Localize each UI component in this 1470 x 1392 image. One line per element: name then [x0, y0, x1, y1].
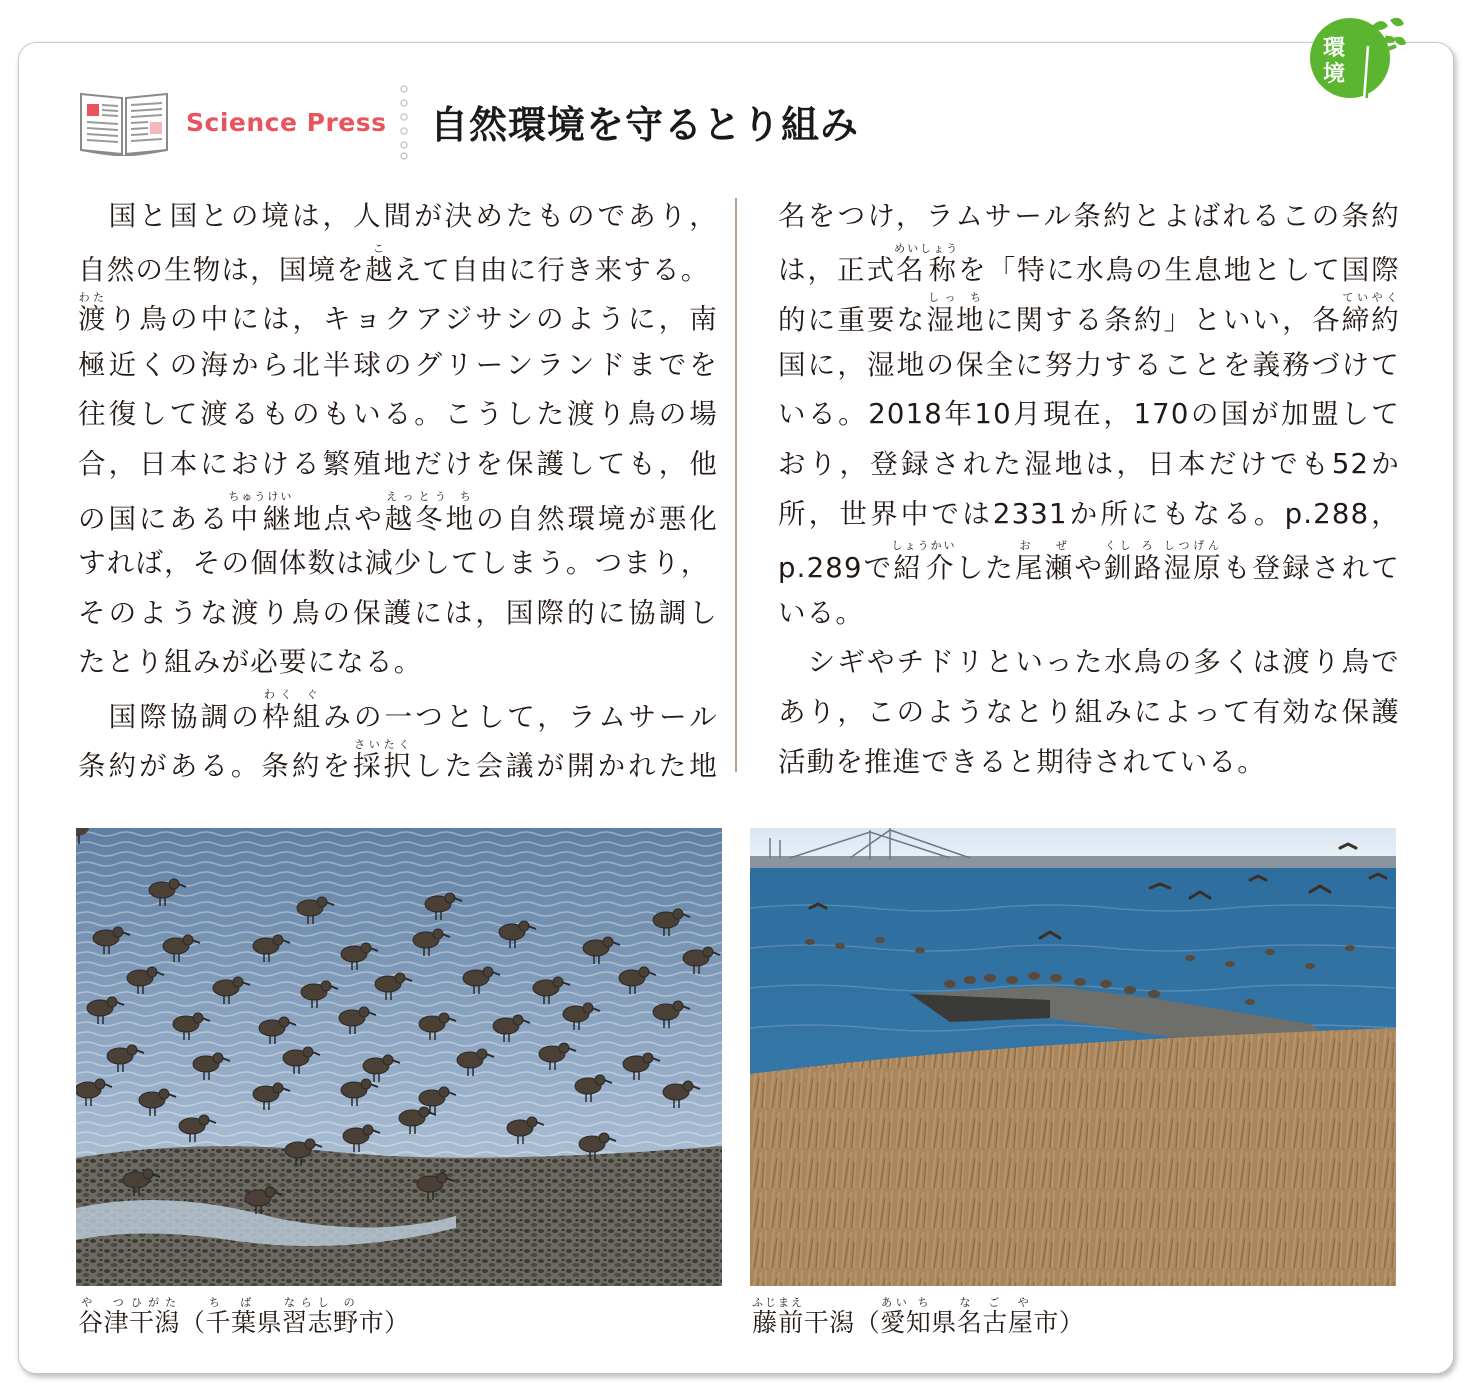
photo-yatsu-tidal-flat [76, 828, 722, 1286]
text-line: 的に重要な湿地しっ ちに関する条約」といい，各締約ていやく [778, 291, 1400, 337]
dotted-separator [398, 84, 410, 160]
photo-fujimae-tidal-flat [750, 828, 1396, 1286]
text-line: p.289で紹介しょうかいした尾瀬お ぜや釧路湿原くし ろ しつげんも登録されて [778, 539, 1400, 585]
text-line: おり，登録された湿地は，日本だけでも52か [778, 447, 1400, 480]
text-line: 極近くの海から北半球のグリーンランドまでを [78, 348, 718, 381]
brand-label: Science Press [186, 108, 387, 137]
article-column-left [78, 192, 718, 787]
text-line: あり，このようなとり組みによって有効な保護 [778, 695, 1400, 728]
badge-char: 環 [1322, 36, 1345, 61]
text-line: すれば，その個体数は減少してしまう。つまり， [78, 547, 710, 580]
text-line: 渡わたり鳥の中には，キョクアジサシのように，南 [78, 291, 718, 336]
wetland-photo [750, 828, 1396, 1286]
text-line: は，正式名称めいしょうを「特に水鳥の生息地として国際 [778, 241, 1400, 286]
text-line: いる。2018年10月現在，170の国が加盟して [778, 398, 1400, 431]
text-line: たとり組みが必要になる。 [78, 646, 423, 679]
page-title: 自然環境を守るとり組み [430, 103, 860, 147]
photo-caption-right: 藤前ふじまえ干潟（愛知あい ち県名古屋な ご や市） [752, 1296, 1085, 1337]
column-divider [735, 198, 737, 772]
text-line: 所，世界中では2331か所にもなる。p.288， [778, 497, 1400, 530]
text-line: 国に，湿地の保全に努力することを義務づけて [778, 348, 1400, 381]
text-line: 自然の生物は，国境を越こえて自由に行き来する。 [78, 241, 710, 286]
badge-char: 境 [1322, 62, 1345, 87]
photo-caption-left: 谷津や つ干潟ひがた（千葉ち ば県習志野ならし の市） [78, 1296, 410, 1337]
article-column-right [778, 192, 1400, 787]
text-line: 国際協調の枠組わく ぐみの一つとして，ラムサール [78, 687, 718, 733]
text-line: の国にある中継ちゅうけい地点や越冬地えっとう ちの自然環境が悪化 [78, 489, 718, 535]
text-line: シギやチドリといった水鳥の多くは渡り鳥で [778, 646, 1400, 679]
text-line: 名をつけ，ラムサール条約とよばれるこの条約 [778, 200, 1400, 232]
text-line: 活動を推進できると期待されている。 [778, 745, 1266, 778]
text-line: そのような渡り鳥の保護には，国際的に協調し [78, 596, 718, 629]
text-line: 合，日本における繁殖地だけを保護しても，他 [78, 447, 718, 480]
topic-badge [1306, 6, 1408, 102]
text-line: 条約がある。条約を採択さいたくした会議が開かれた地 [78, 737, 718, 782]
text-line: いる。 [778, 596, 865, 629]
open-book-icon [78, 90, 170, 156]
badge-label [1320, 36, 1348, 88]
text-line: 往復して渡るものもいる。こうした渡り鳥の場 [78, 398, 718, 431]
shorebirds-photo [76, 828, 722, 1286]
text-line: 国と国との境は，人間が決めたものであり， [78, 200, 718, 232]
